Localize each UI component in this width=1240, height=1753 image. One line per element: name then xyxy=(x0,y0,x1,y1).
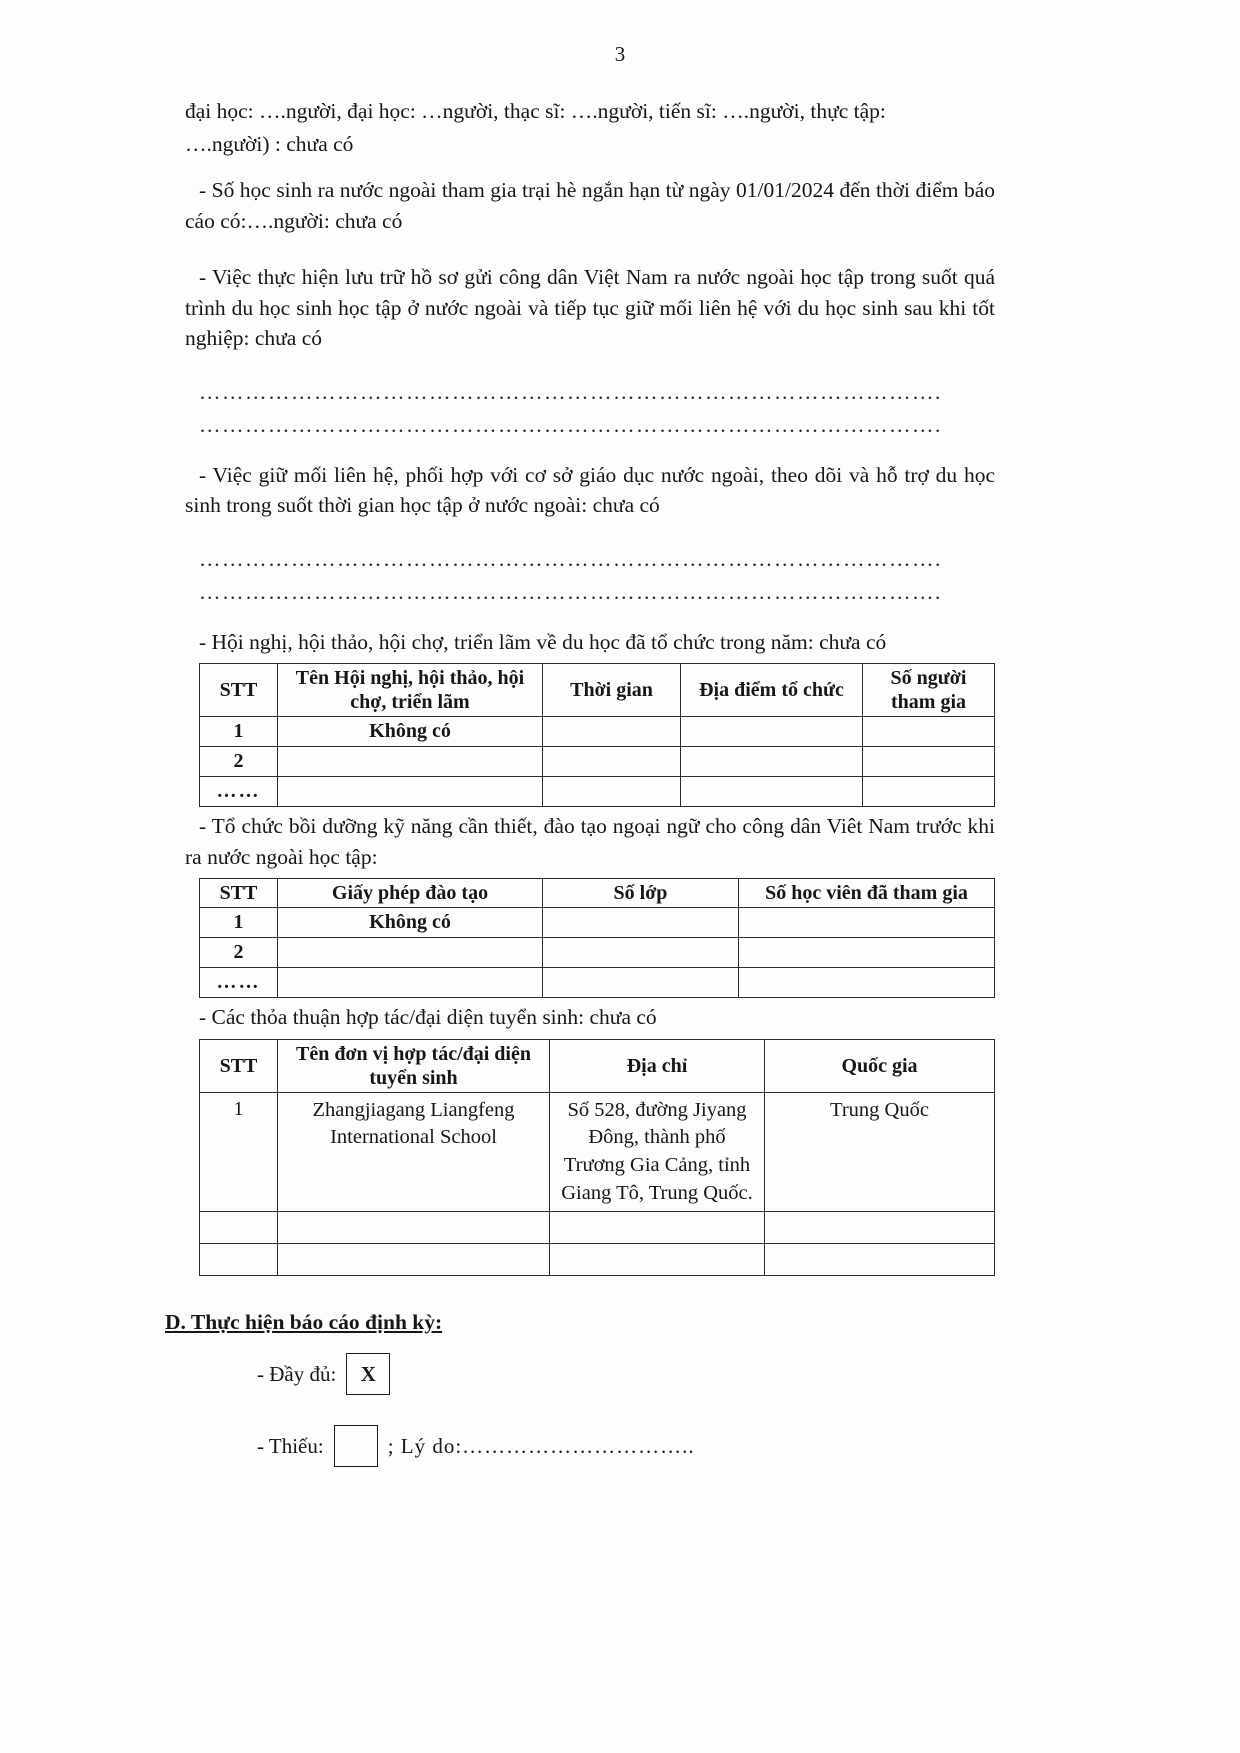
checkbox-missing[interactable] xyxy=(334,1425,378,1467)
table-conferences xyxy=(199,663,995,807)
column-header-place: Địa điểm tổ chức xyxy=(681,664,863,717)
column-header-partner-name: Tên đơn vị hợp tác/đại diện tuyển sinh xyxy=(278,1039,550,1092)
column-header-stt: STT xyxy=(200,1039,278,1092)
page-number: 3 xyxy=(614,42,626,66)
cell-time xyxy=(543,777,681,807)
cell-license: Không có xyxy=(278,908,543,938)
paragraph-degrees-line2: ….người) : chưa có xyxy=(185,131,354,156)
table-row xyxy=(200,717,995,747)
paragraph-conferences: - Hội nghị, hội thảo, hội chợ, triển lãm về du học đã tổ chức trong năm: chưa có xyxy=(199,629,887,654)
cell-license xyxy=(278,968,543,998)
cell-place xyxy=(681,777,863,807)
paragraph-skills-training: - Tổ chức bồi dưỡng kỹ năng cần thiết, đào tạo ngoại ngữ cho công dân Viêt Nam trước khi ra nước ngoài học tập: xyxy=(185,814,995,869)
cell-stt: 1 xyxy=(200,1092,278,1212)
cell-time xyxy=(543,717,681,747)
cell-students xyxy=(739,968,995,998)
checkbox-row-full xyxy=(257,1353,995,1395)
cell-participants xyxy=(863,777,995,807)
cell-name: Không có xyxy=(278,717,543,747)
column-header-time: Thời gian xyxy=(543,664,681,717)
table-row xyxy=(200,747,995,777)
table-partners xyxy=(199,1039,995,1277)
paragraph-partners: - Các thỏa thuận hợp tác/đại diện tuyển sinh: chưa có xyxy=(199,1005,657,1030)
column-header-students: Số học viên đã tham gia xyxy=(739,879,995,908)
table-row xyxy=(200,968,995,998)
table-header-row xyxy=(200,664,995,717)
section-d-title: D. Thực hiện báo cáo định kỳ: xyxy=(165,1310,443,1335)
column-header-address: Địa chỉ xyxy=(550,1039,765,1092)
column-header-classes: Số lớp xyxy=(543,879,739,908)
paragraph-records-storage: - Việc thực hiện lưu trữ hồ sơ gửi công dân Việt Nam ra nước ngoài học tập trong suốt quá trình du học sinh học tập ở nước ngoài và tiếp tục giữ mối liên hệ với du học sinh sau khi tốt nghiệp: chưa có xyxy=(185,265,995,351)
cell-stt: 1 xyxy=(200,908,278,938)
table-header-row xyxy=(200,1039,995,1092)
column-header-participants: Số người tham gia xyxy=(863,664,995,717)
cell-license xyxy=(278,938,543,968)
cell-participants xyxy=(863,717,995,747)
column-header-stt: STT xyxy=(200,879,278,908)
column-header-name: Tên Hội nghị, hội thảo, hội chợ, triển lãm xyxy=(278,664,543,717)
cell-participants xyxy=(863,747,995,777)
cell-stt: …… xyxy=(200,968,278,998)
cell-stt: 2 xyxy=(200,747,278,777)
table-training xyxy=(199,878,995,998)
cell-classes xyxy=(543,968,739,998)
cell-address xyxy=(550,1244,765,1276)
cell-address: Số 528, đường Jiyang Đông, thành phố Trương Gia Cảng, tỉnh Giang Tô, Trung Quốc. xyxy=(550,1092,765,1212)
table-row xyxy=(200,777,995,807)
cell-stt xyxy=(200,1244,278,1276)
document-body xyxy=(165,96,995,1467)
cell-place xyxy=(681,717,863,747)
cell-country xyxy=(765,1244,995,1276)
dotted-line-3: ……………………………………………………………………………………. xyxy=(199,546,942,571)
cell-name xyxy=(278,747,543,777)
cell-partner-name xyxy=(278,1212,550,1244)
cell-place xyxy=(681,747,863,777)
table-row xyxy=(200,908,995,938)
dotted-line-1: ……………………………………………………………………………………. xyxy=(199,379,942,404)
checkbox-full[interactable]: X xyxy=(346,1353,390,1395)
cell-country: Trung Quốc xyxy=(765,1092,995,1212)
table-row xyxy=(200,938,995,968)
table-row xyxy=(200,1212,995,1244)
dotted-line-4: ……………………………………………………………………………………. xyxy=(199,579,942,604)
cell-country xyxy=(765,1212,995,1244)
table-row xyxy=(200,1092,995,1212)
cell-stt: 2 xyxy=(200,938,278,968)
cell-students xyxy=(739,908,995,938)
paragraph-contact-support: - Việc giữ mối liên hệ, phối hợp với cơ sở giáo dục nước ngoài, theo dõi và hỗ trợ du học sinh trong suốt thời gian học tập ở nước ngoài: chưa có xyxy=(185,462,995,518)
cell-partner-name xyxy=(278,1244,550,1276)
table-header-row xyxy=(200,879,995,908)
checkbox-label-missing: - Thiếu: xyxy=(257,1433,324,1458)
checkbox-row-missing xyxy=(257,1425,995,1467)
dotted-line-2: ……………………………………………………………………………………. xyxy=(199,412,942,437)
cell-students xyxy=(739,938,995,968)
cell-classes xyxy=(543,938,739,968)
paragraph-degrees-line1: đại học: ….người, đại học: …người, thạc sĩ: ….người, tiến sĩ: ….người, thực tập: xyxy=(185,99,886,123)
cell-classes xyxy=(543,908,739,938)
column-header-stt: STT xyxy=(200,664,278,717)
column-header-license: Giấy phép đào tạo xyxy=(278,879,543,908)
cell-stt xyxy=(200,1212,278,1244)
cell-stt: 1 xyxy=(200,717,278,747)
paragraph-summer-camp: - Số học sinh ra nước ngoài tham gia trại hè ngắn hạn từ ngày 01/01/2024 đến thời điểm báo cáo có:….người: chưa có xyxy=(185,178,995,233)
checkbox-label-full: - Đầy đủ: xyxy=(257,1361,337,1386)
column-header-country: Quốc gia xyxy=(765,1039,995,1092)
cell-partner-name: Zhangjiagang Liangfeng International School xyxy=(278,1092,550,1212)
table-row xyxy=(200,1244,995,1276)
cell-stt: …… xyxy=(200,777,278,807)
reason-dotted-line: ; Lý do:………………………….. xyxy=(387,1433,695,1458)
cell-time xyxy=(543,747,681,777)
cell-address xyxy=(550,1212,765,1244)
cell-name xyxy=(278,777,543,807)
